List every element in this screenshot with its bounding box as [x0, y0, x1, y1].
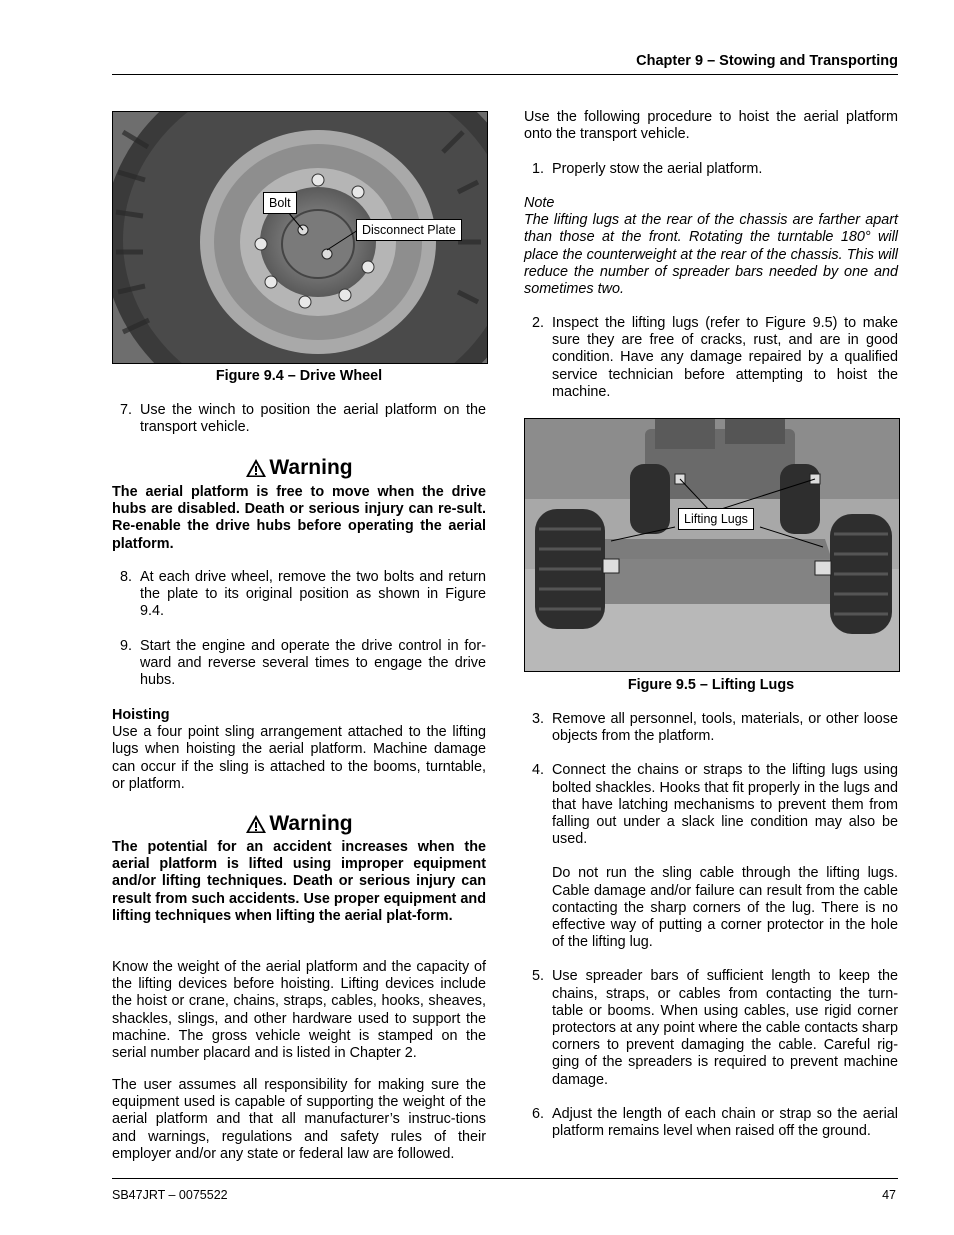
warning-2-text: The potential for an accident increases when the aerial platform is lifted using improper equipment and/or lifting techniques. Death or serious injury can result from such accidents. Use proper equipment and lifting techniques when lifting the aerial plat-form. — [112, 839, 486, 924]
footer-rule — [112, 1178, 898, 1179]
step-4: 4. Connect the chains or straps to the lifting lugs using bolted shackles. Hooks that fit properly in the lugs and that have latching mechanisms to prevent them from falling out under a slack line condition may also be used. — [532, 762, 898, 848]
note-label: Note — [524, 195, 555, 211]
steps-3-6 — [524, 711, 898, 1140]
warning-triangle-icon — [245, 814, 267, 834]
bolt-callout: Bolt — [263, 192, 297, 214]
lifting-lugs-image — [525, 419, 899, 671]
step-6: 6. Adjust the length of each chain or strap so the aerial platform remains level when raised off the ground. — [532, 1105, 898, 1140]
document-id: SB47JRT – 0075522 — [112, 1188, 228, 1202]
step-7: 7. Use the winch to position the aerial platform on the transport vehicle. — [120, 402, 486, 436]
step-2: 2. Inspect the lifting lugs (refer to Figure 9.5) to make sure they are free of cracks, rust, and are in good condition. Have any damage repaired by a qualified service technician before attempting to hoist the machine. — [532, 315, 898, 400]
note-block — [524, 195, 898, 298]
hoisting-text: Use a four point sling arrangement attached to the lifting lugs when hoisting the aerial platform. Machine damage can occur if the sling is attached to the booms, turntable, or platform. — [112, 724, 486, 792]
figure-9-5-caption: Figure 9.5 – Lifting Lugs — [627, 677, 795, 693]
step-9: 9. Start the engine and operate the drive control in for-ward and reverse several times to engage the drive hubs. — [120, 637, 486, 689]
weight-paragraph: Know the weight of the aerial platform and the capacity of the lifting devices before hoisting. Lifting devices include the hoist or crane, chains, straps, cables, hooks, sheaves, shackles, slings, and other hardware used to support the machine. The gross vehicle weight is stamped on the serial number placard and is listed in Chapter 2. — [112, 959, 486, 1062]
step-4-continued: Do not run the sling cable through the lifting lugs. Cable damage and/or failure can result from the cable contacting the sharp corners of the lug. There is no effective way of putting a corner protector in the hole of the lifting lug. — [552, 865, 898, 951]
lifting-lugs-callout: Lifting Lugs — [678, 508, 754, 530]
step-3: 3. Remove all personnel, tools, materials, or other loose objects from the platform. — [532, 711, 898, 745]
step-8: 8. At each drive wheel, remove the two bolts and return the plate to its original position as shown in Figure 9.4. — [120, 569, 486, 620]
drive-wheel-photo — [112, 111, 488, 364]
hoisting-section — [112, 707, 486, 793]
header-rule — [112, 74, 898, 75]
step-1-block — [524, 161, 898, 178]
step-1: 1. Properly stow the aerial platform. — [532, 161, 763, 177]
figure-9-4-caption: Figure 9.4 – Drive Wheel — [215, 368, 383, 384]
left-column — [112, 402, 486, 436]
step-5: 5. Use spreader bars of sufficient length to keep the chains, straps, or cables from contacting the turn-table or booms. When using cables, use rigid corner protectors at any point where the cable contacts sharp corners to prevent damaging the cable. Careful rig-ging of the spreaders is required to prevent machine damage. — [532, 968, 898, 1088]
disconnect-plate-callout: Disconnect Plate — [356, 219, 462, 241]
chapter-title: Chapter 9 – Stowing and Transporting — [636, 53, 898, 69]
hoisting-heading: Hoisting — [112, 707, 170, 723]
responsibility-paragraph: The user assumes all responsibility for making sure the equipment used is capable of supporting the weight of the aerial platform and that all manufacturer’s instruc-tions and warnings, regulations and safety rules of their employer and/or any state or federal law are followed. — [112, 1077, 486, 1162]
page-number: 47 — [882, 1188, 896, 1202]
warning-triangle-icon — [245, 458, 267, 478]
step-2-block — [524, 315, 898, 401]
warning-1-heading: Warning — [112, 455, 486, 481]
warning-1-text: The aerial platform is free to move when the drive hubs are disabled. Death or serious injury can re-sult. Re-enable the drive hubs before operating the aerial platform. — [112, 484, 486, 552]
lifting-lugs-photo — [524, 418, 900, 672]
procedure-intro: Use the following procedure to hoist the aerial platform onto the transport vehicle. — [524, 109, 898, 143]
steps-8-9 — [112, 569, 486, 689]
note-text: The lifting lugs at the rear of the chassis are farther apart than those at the front. Rotating the turntable 180° will place the counterweight at the rear of the chassis. This will reduce the number of spreader bars needed by one and sometimes two. — [524, 212, 898, 298]
warning-2-heading: Warning — [112, 811, 486, 837]
